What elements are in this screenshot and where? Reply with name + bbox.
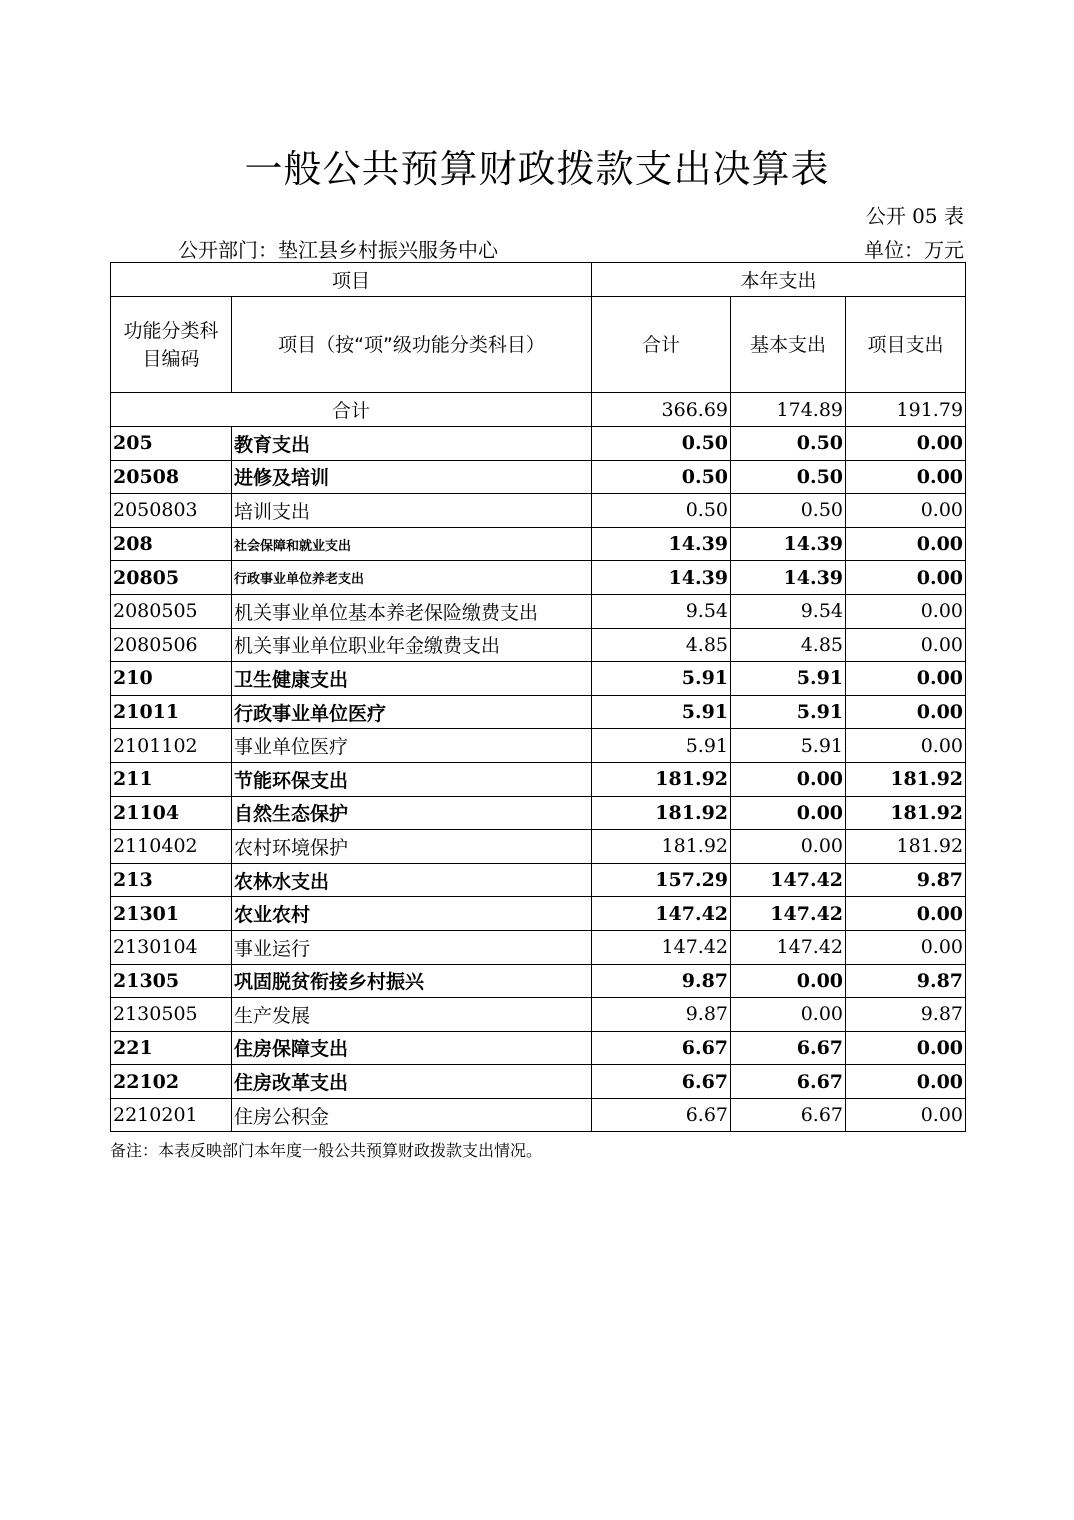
- row-proj: 0.00: [846, 662, 966, 696]
- row-name: 自然生态保护: [232, 796, 592, 830]
- header-project: 项目: [111, 263, 592, 297]
- row-name: 进修及培训: [232, 460, 592, 494]
- row-code: 2080505: [111, 594, 232, 628]
- row-basic: 0.50: [731, 427, 846, 461]
- header-row-1: [111, 263, 966, 297]
- row-total: 4.85: [592, 628, 731, 662]
- row-proj: 0.00: [846, 1031, 966, 1065]
- row-code: 205: [111, 427, 232, 461]
- table-row: [111, 762, 966, 796]
- row-total: 9.87: [592, 998, 731, 1032]
- row-proj: 0.00: [846, 1065, 966, 1099]
- row-total: 181.92: [592, 762, 731, 796]
- row-name: 住房保障支出: [232, 1031, 592, 1065]
- table-row: [111, 460, 966, 494]
- table-row: [111, 494, 966, 528]
- row-basic: 147.42: [731, 863, 846, 897]
- row-name: 农村环境保护: [232, 830, 592, 864]
- footnote: 备注：本表反映部门本年度一般公共预算财政拨款支出情况。: [110, 1141, 543, 1160]
- unit-label: 单位：万元: [864, 238, 964, 262]
- row-code: 208: [111, 527, 232, 561]
- row-total: 5.91: [592, 662, 731, 696]
- row-proj: 0.00: [846, 695, 966, 729]
- row-proj: 0.00: [846, 729, 966, 763]
- row-basic: 14.39: [731, 527, 846, 561]
- row-code: 22102: [111, 1065, 232, 1099]
- row-code: 210: [111, 662, 232, 696]
- table-row: [111, 662, 966, 696]
- row-basic: 9.54: [731, 594, 846, 628]
- table-row: [111, 897, 966, 931]
- row-basic: 5.91: [731, 662, 846, 696]
- row-total: 14.39: [592, 561, 731, 595]
- row-total: 6.67: [592, 1065, 731, 1099]
- row-name: 机关事业单位职业年金缴费支出: [232, 628, 592, 662]
- row-name: 机关事业单位基本养老保险缴费支出: [232, 594, 592, 628]
- row-basic: 0.00: [731, 830, 846, 864]
- row-total: 9.87: [592, 964, 731, 998]
- row-total: 9.54: [592, 594, 731, 628]
- row-code: 2080506: [111, 628, 232, 662]
- row-name: 住房公积金: [232, 1098, 592, 1132]
- row-basic: 5.91: [731, 729, 846, 763]
- row-total: 147.42: [592, 930, 731, 964]
- row-name: 农业农村: [232, 897, 592, 931]
- table-row: [111, 427, 966, 461]
- expenditure-table: [110, 262, 966, 1132]
- row-proj: 0.00: [846, 527, 966, 561]
- row-name: 事业运行: [232, 930, 592, 964]
- row-proj: 0.00: [846, 897, 966, 931]
- row-proj: 181.92: [846, 830, 966, 864]
- row-code: 2110402: [111, 830, 232, 864]
- row-basic: 147.42: [731, 897, 846, 931]
- row-basic: 14.39: [731, 561, 846, 595]
- row-total: 147.42: [592, 897, 731, 931]
- row-basic: 0.00: [731, 796, 846, 830]
- row-name: 事业单位医疗: [232, 729, 592, 763]
- row-name: 行政事业单位养老支出: [232, 561, 592, 595]
- row-code: 21301: [111, 897, 232, 931]
- table-row: [111, 1098, 966, 1132]
- table-row: [111, 830, 966, 864]
- row-code: 2130104: [111, 930, 232, 964]
- row-proj: 0.00: [846, 460, 966, 494]
- total-basic: 174.89: [731, 393, 846, 427]
- row-code: 2210201: [111, 1098, 232, 1132]
- row-name: 节能环保支出: [232, 762, 592, 796]
- row-basic: 0.00: [731, 998, 846, 1032]
- table-row: [111, 796, 966, 830]
- row-total: 181.92: [592, 830, 731, 864]
- total-proj: 191.79: [846, 393, 966, 427]
- row-total: 6.67: [592, 1098, 731, 1132]
- table-row: [111, 1065, 966, 1099]
- row-total: 0.50: [592, 460, 731, 494]
- row-basic: 5.91: [731, 695, 846, 729]
- row-basic: 4.85: [731, 628, 846, 662]
- table-row: [111, 729, 966, 763]
- row-code: 20805: [111, 561, 232, 595]
- row-basic: 6.67: [731, 1098, 846, 1132]
- row-name: 培训支出: [232, 494, 592, 528]
- row-total: 157.29: [592, 863, 731, 897]
- row-total: 0.50: [592, 494, 731, 528]
- row-code: 21305: [111, 964, 232, 998]
- row-basic: 0.50: [731, 460, 846, 494]
- row-code: 21104: [111, 796, 232, 830]
- table-row: [111, 527, 966, 561]
- form-number: 公开 05 表: [865, 204, 964, 228]
- row-proj: 181.92: [846, 762, 966, 796]
- header-name: 项目（按“项”级功能分类科目）: [232, 297, 592, 393]
- row-proj: 0.00: [846, 494, 966, 528]
- total-label: 合计: [111, 393, 592, 427]
- row-proj: 0.00: [846, 427, 966, 461]
- table-row: [111, 561, 966, 595]
- row-basic: 0.00: [731, 762, 846, 796]
- table-row: [111, 628, 966, 662]
- row-proj: 181.92: [846, 796, 966, 830]
- row-proj: 9.87: [846, 998, 966, 1032]
- table-row: [111, 998, 966, 1032]
- row-proj: 9.87: [846, 964, 966, 998]
- row-code: 211: [111, 762, 232, 796]
- row-name: 住房改革支出: [232, 1065, 592, 1099]
- total-amount: 366.69: [592, 393, 731, 427]
- table-row: [111, 930, 966, 964]
- row-name: 社会保障和就业支出: [232, 527, 592, 561]
- row-total: 181.92: [592, 796, 731, 830]
- row-code: 221: [111, 1031, 232, 1065]
- page-title: 一般公共预算财政拨款支出决算表: [244, 147, 830, 191]
- row-code: 20508: [111, 460, 232, 494]
- header-total: 合计: [592, 297, 731, 393]
- table-row: [111, 863, 966, 897]
- header-proj: 项目支出: [846, 297, 966, 393]
- row-total: 0.50: [592, 427, 731, 461]
- row-total: 6.67: [592, 1031, 731, 1065]
- row-total: 5.91: [592, 729, 731, 763]
- table-row: [111, 964, 966, 998]
- row-basic: 6.67: [731, 1065, 846, 1099]
- row-code: 213: [111, 863, 232, 897]
- header-row-2: [111, 297, 966, 393]
- row-code: 2130505: [111, 998, 232, 1032]
- row-proj: 0.00: [846, 930, 966, 964]
- table-row: [111, 594, 966, 628]
- row-code: 2050803: [111, 494, 232, 528]
- row-total: 5.91: [592, 695, 731, 729]
- row-basic: 0.00: [731, 964, 846, 998]
- row-proj: 0.00: [846, 1098, 966, 1132]
- row-name: 教育支出: [232, 427, 592, 461]
- row-code: 21011: [111, 695, 232, 729]
- row-basic: 147.42: [731, 930, 846, 964]
- header-code: 功能分类科目编码: [111, 297, 232, 393]
- row-code: 2101102: [111, 729, 232, 763]
- row-proj: 0.00: [846, 628, 966, 662]
- department-label: 公开部门：垫江县乡村振兴服务中心: [178, 238, 498, 262]
- total-row: [111, 393, 966, 427]
- row-basic: 0.50: [731, 494, 846, 528]
- header-basic: 基本支出: [731, 297, 846, 393]
- row-name: 巩固脱贫衔接乡村振兴: [232, 964, 592, 998]
- row-name: 生产发展: [232, 998, 592, 1032]
- table-row: [111, 695, 966, 729]
- table-row: [111, 1031, 966, 1065]
- header-this-year: 本年支出: [592, 263, 966, 297]
- row-name: 农林水支出: [232, 863, 592, 897]
- row-basic: 6.67: [731, 1031, 846, 1065]
- row-proj: 0.00: [846, 594, 966, 628]
- row-total: 14.39: [592, 527, 731, 561]
- row-proj: 9.87: [846, 863, 966, 897]
- row-name: 卫生健康支出: [232, 662, 592, 696]
- row-proj: 0.00: [846, 561, 966, 595]
- row-name: 行政事业单位医疗: [232, 695, 592, 729]
